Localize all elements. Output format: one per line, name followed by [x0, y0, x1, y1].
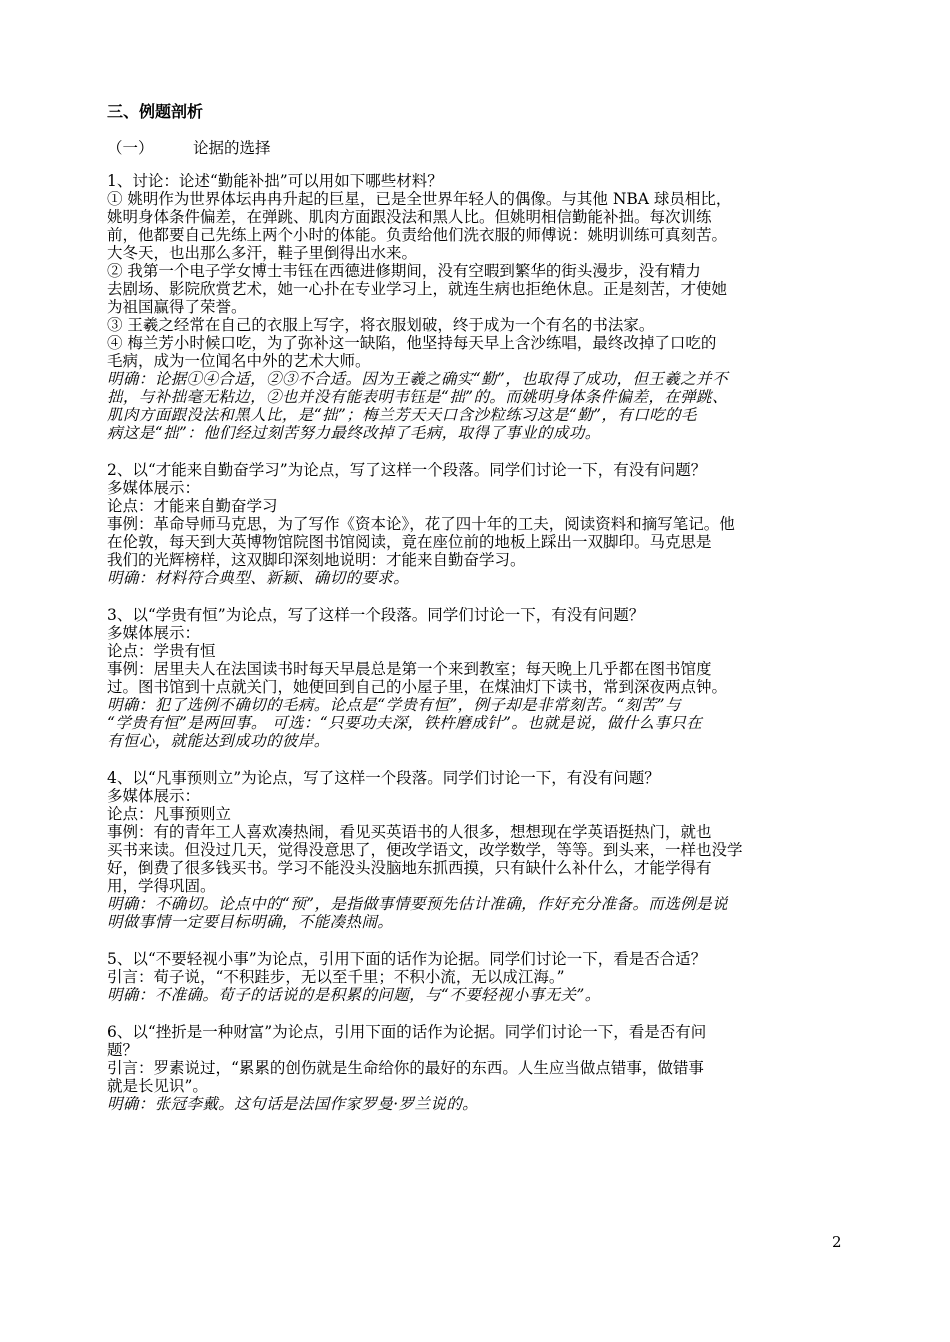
text-line: 事例：居里夫人在法国读书时每天早晨总是第一个来到教室；每天晚上几乎都在图书馆度	[107, 660, 712, 678]
text-line: 2、以“才能来自勤奋学习”为论点，写了这样一个段落。同学们讨论一下，有没有问题？	[107, 461, 707, 479]
paragraph-gap	[107, 1004, 851, 1023]
text-line: 论点：学贵有恒	[107, 642, 216, 660]
exercise-sections	[107, 172, 851, 1113]
answer-line: 拙，与补拙毫无粘边，②也并没有能表明韦钰是“拙”的。而姚明身体条件偏差，在弹跳、	[107, 388, 728, 406]
text-line: 毛病，成为一位闻名中外的艺术大师。	[107, 352, 371, 370]
paragraph-gap	[107, 750, 851, 769]
text-line: 就是长见识”。	[107, 1077, 208, 1095]
text-line: 5、以“不要轻视小事”为论点，引用下面的话作为论据。同学们讨论一下，看是否合适？	[107, 950, 707, 968]
answer-line: “学贵有恒”是两回事。 可选：“只要功夫深，铁杵磨成针”。也就是说，做什么事只在	[107, 714, 703, 732]
text-line: 引言：荀子说，“不积跬步，无以至千里；不积小流，无以成江海。”	[107, 968, 565, 986]
section-heading: 三、例题剖析	[107, 102, 204, 121]
text-line: 用，学得巩固。	[107, 877, 216, 895]
answer-line: 明确：犯了选例不确切的毛病。论点是“学贵有恒”，例子却是非常刻苦。“刻苦”与	[107, 696, 681, 714]
paragraph-gap	[107, 442, 851, 461]
text-line: 事例：革命导师马克思，为了写作《资本论》，花了四十年的工夫，阅读资料和摘写笔记。他	[107, 515, 735, 533]
text-line: 4、以“凡事预则立”为论点，写了这样一个段落。同学们讨论一下，有没有问题？	[107, 769, 660, 787]
text-line: 事例：有的青年工人喜欢凑热闹，看见买英语书的人很多，想想现在学英语挺热门，就也	[107, 823, 712, 841]
text-line: 买书来读。但没过几天，觉得没意思了，便改学语文，改学数学，等等。到头来，一样也没学	[107, 841, 743, 859]
text-line: 题？	[107, 1041, 139, 1059]
text-line: 论点：才能来自勤奋学习	[107, 497, 278, 515]
text-line: 多媒体展示：	[107, 787, 201, 805]
answer-line: 明确：不准确。荀子的话说的是积累的问题，与“不要轻视小事无关”。	[107, 986, 601, 1004]
text-line: 好，倒费了很多钱买书。学习不能没头没脑地东抓西摸，只有缺什么补什么，才能学得有	[107, 859, 712, 877]
exercise-block	[107, 461, 851, 587]
text-line: 6、以“挫折是一种财富”为论点，引用下面的话作为论据。同学们讨论一下，看是否有问	[107, 1023, 707, 1041]
text-line: ④ 梅兰芳小时候口吃，为了弥补这一缺陷，他坚持每天早上含沙练唱，最终改掉了口吃的	[107, 334, 717, 352]
text-line: 去剧场、影院欣赏艺术，她一心扑在专业学习上，就连生病也拒绝休息。正是刻苦，才使她	[107, 280, 728, 298]
text-line: 大冬天，也出那么多汗，鞋子里倒得出水来。	[107, 244, 418, 262]
text-line: 我们的光辉榜样，这双脚印深刻地说明：才能来自勤奋学习。	[107, 551, 526, 569]
text-line: 3、以“学贵有恒”为论点，写了这样一个段落。同学们讨论一下，有没有问题？	[107, 606, 645, 624]
exercise-block	[107, 769, 851, 931]
page-number: 2	[832, 1233, 842, 1251]
text-line: ③ 王羲之经常在自己的衣服上写字，将衣服划破，终于成为一个有名的书法家。	[107, 316, 655, 334]
answer-line: 明做事情一定要目标明确，不能凑热闹。	[107, 913, 394, 931]
answer-line: 明确：张冠李戴。这句话是法国作家罗曼·罗兰说的。	[107, 1095, 479, 1113]
answer-line: 肌肉方面跟没法和黑人比，是“拙”；梅兰芳天天口含沙粒练习这是“勤”，有口吃的毛	[107, 406, 697, 424]
subsection-title: 论据的选择	[193, 139, 271, 157]
answer-line: 明确：不确切。论点中的“预”，是指做事情要预先估计准确，作好充分准备。而选例是说	[107, 895, 728, 913]
text-line: ① 姚明作为世界体坛冉冉升起的巨星，已是全世界年轻人的偶像。与其他 NBA 球员相比，	[107, 190, 732, 208]
text-line: ② 我第一个电子学女博士韦钰在西德进修期间，没有空暇到繁华的街头漫步，没有精力	[107, 262, 701, 280]
exercise-block	[107, 172, 851, 442]
text-line: 引言：罗素说过，“累累的创伤就是生命给你的最好的东西。人生应当做点错事，做错事	[107, 1059, 704, 1077]
text-line: 多媒体展示：	[107, 624, 201, 642]
text-line: 1、讨论：论述“勤能补拙”可以用如下哪些材料？	[107, 172, 443, 190]
text-line: 在伦敦，每天到大英博物馆院图书馆阅读，竟在座位前的地板上踩出一双脚印。马克思是	[107, 533, 712, 551]
answer-line: 明确：材料符合典型、新颖、确切的要求。	[107, 569, 410, 587]
text-line: 为祖国赢得了荣誉。	[107, 298, 247, 316]
exercise-block	[107, 950, 851, 1004]
text-line: 论点：凡事预则立	[107, 805, 232, 823]
text-line: 多媒体展示：	[107, 479, 201, 497]
exercise-block	[107, 606, 851, 750]
text-line: 姚明身体条件偏差，在弹跳、肌肉方面跟没法和黑人比。但姚明相信勤能补拙。每次训练	[107, 208, 712, 226]
answer-line: 明确：论据①④合适，②③不合适。因为王羲之确实“勤”，也取得了成功，但王羲之并不	[107, 370, 728, 388]
text-line: 过。图书馆到十点就关门，她便回到自己的小屋子里，在煤油灯下读书，常到深夜两点钟。	[107, 678, 728, 696]
paragraph-gap	[107, 587, 851, 606]
page-content	[107, 102, 851, 1113]
subsection-heading	[107, 138, 851, 158]
answer-line: 病这是“拙”：他们经过刻苦努力最终改掉了毛病，取得了事业的成功。	[107, 424, 601, 442]
paragraph-gap	[107, 931, 851, 950]
answer-line: 有恒心，就能达到成功的彼岸。	[107, 732, 330, 750]
text-line: 前，他都要自己先练上两个小时的体能。负责给他们洗衣服的师傅说：姚明训练可真刻苦。	[107, 226, 728, 244]
subsection-number: （一）	[107, 139, 154, 157]
exercise-block	[107, 1023, 851, 1113]
